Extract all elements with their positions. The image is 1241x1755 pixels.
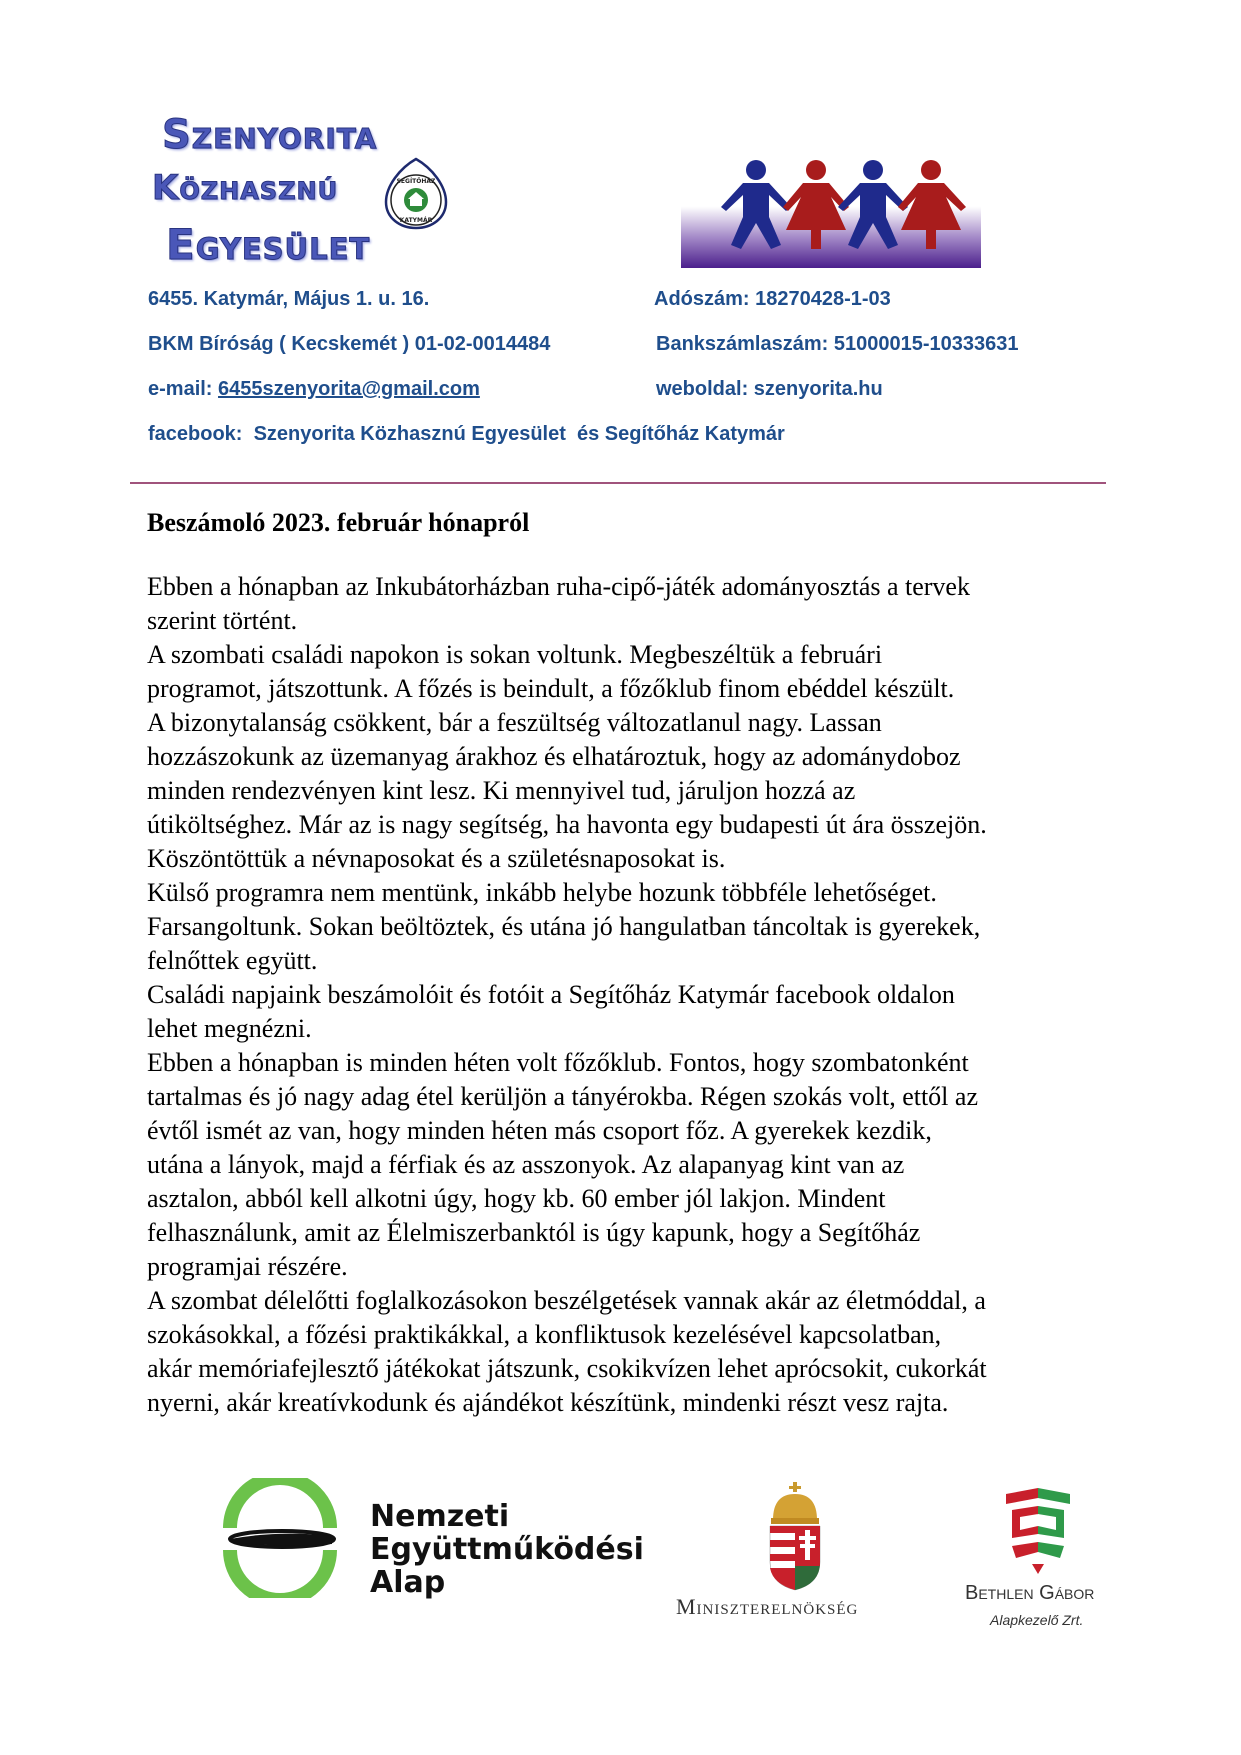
email-line xyxy=(148,378,480,401)
report-line: akár memóriafejlesztő játékokat játszunk, csokikvízen lehet aprócsokit, cukorkát xyxy=(147,1354,987,1383)
org-logo-line1: Szenyorita xyxy=(162,112,378,158)
email-link[interactable]: 6455szenyorita@gmail.com xyxy=(218,378,480,400)
nea-line3: Alap xyxy=(370,1565,446,1600)
report-line: Farsangoltunk. Sokan beöltöztek, és utána jó hangulatban táncoltak is gyerekek, xyxy=(147,912,981,941)
hungarian-coat-of-arms-icon xyxy=(765,1480,825,1592)
bethlen-gabor-name: Bethlen Gábor xyxy=(965,1582,1095,1604)
org-logo-line3: Egyesület xyxy=(166,220,371,269)
facebook-line: facebook: Szenyorita Közhasznú Egyesület és Segítőház Katymár xyxy=(148,423,785,445)
badge-bottom-text: KATYMÁR xyxy=(399,217,433,224)
bank-account: Bankszámlaszám: 51000015-10333631 xyxy=(656,333,1019,355)
report-line: lehet megnézni. xyxy=(147,1014,312,1043)
report-line: A bizonytalanság csökkent, bár a feszültség változatlanul nagy. Lassan xyxy=(147,708,882,737)
tax-number: Adószám: 18270428-1-03 xyxy=(654,288,891,310)
report-line: minden rendezvényen kint lesz. Ki mennyivel tud, járuljon hozzá az xyxy=(147,776,856,805)
report-body xyxy=(147,570,1107,1420)
ministry-name: Miniszterelnökség xyxy=(676,1594,859,1619)
badge-top-text: SEGÍTŐHÁZ xyxy=(396,178,436,185)
website: weboldal: szenyorita.hu xyxy=(656,378,883,400)
segitohaz-badge-icon xyxy=(382,156,450,232)
court-registration: BKM Bíróság ( Kecskemét ) 01-02-0014484 xyxy=(148,333,551,355)
bethlen-gabor-logo-icon xyxy=(1002,1484,1074,1576)
report-line: felnőttek együtt. xyxy=(147,946,318,975)
org-logo-line2: Közhasznú xyxy=(152,168,339,208)
report-line: utána a lányok, majd a férfiak és az asszonyok. Az alapanyag kint van az xyxy=(147,1150,905,1179)
report-title: Beszámoló 2023. február hónapról xyxy=(147,508,530,537)
nea-line2: Együttműködési xyxy=(370,1532,644,1567)
report-line: felhasználunk, amit az Élelmiszerbanktól is úgy kapunk, hogy a Segítőház xyxy=(147,1218,921,1247)
report-line: Családi napjaink beszámolóit és fotóit a Segítőház Katymár facebook oldalon xyxy=(147,980,955,1009)
report-line: Ebben a hónapban is minden héten volt főzőklub. Fontos, hogy szombatonként xyxy=(147,1048,969,1077)
report-line: programjai részére. xyxy=(147,1252,348,1281)
bethlen-gabor-subtitle: Alapkezelő Zrt. xyxy=(990,1612,1084,1628)
report-line: szokásokkal, a főzési praktikákkal, a konfliktusok kezelésével kapcsolatban, xyxy=(147,1320,942,1349)
report-line: évtől ismét az van, hogy minden héten más csoport főz. A gyerekek kezdik, xyxy=(147,1116,932,1145)
report-line: hozzászokunk az üzemanyag árakhoz és elhatároztuk, hogy az adománydoboz xyxy=(147,742,961,771)
people-chain-image xyxy=(681,145,981,268)
report-line: Ebben a hónapban az Inkubátorházban ruha-cipő-játék adományosztás a tervek xyxy=(147,572,970,601)
nea-logo-icon xyxy=(220,1478,340,1598)
report-line: A szombati családi napokon is sokan voltunk. Megbeszéltük a februári xyxy=(147,640,883,669)
report-line: szerint történt. xyxy=(147,606,298,635)
header-divider xyxy=(130,482,1106,484)
address: 6455. Katymár, Május 1. u. 16. xyxy=(148,288,430,310)
nea-name xyxy=(370,1500,644,1599)
report-line: Külső programra nem mentünk, inkább helybe hozunk többféle lehetőséget. xyxy=(147,878,937,907)
report-line: asztalon, abból kell alkotni úgy, hogy kb. 60 ember jól lakjon. Mindent xyxy=(147,1184,886,1213)
nea-line1: Nemzeti xyxy=(370,1499,510,1534)
report-line: útiköltséghez. Már az is nagy segítség, ha havonta egy budapesti út ára összejön. xyxy=(147,810,987,839)
email-label: e-mail: xyxy=(148,378,219,400)
report-line: nyerni, akár kreatívkodunk és ajándékot készítünk, mindenki részt vesz rajta. xyxy=(147,1388,949,1417)
report-line: Köszöntöttük a névnaposokat és a születésnaposokat is. xyxy=(147,844,726,873)
report-line: A szombat délelőtti foglalkozásokon beszélgetések vannak akár az életmóddal, a xyxy=(147,1286,986,1315)
report-line: tartalmas és jó nagy adag étel kerüljön a tányérokba. Régen szokás volt, ettől az xyxy=(147,1082,978,1111)
report-line: programot, játszottunk. A főzés is beindult, a főzőklub finom ebéddel készült. xyxy=(147,674,955,703)
